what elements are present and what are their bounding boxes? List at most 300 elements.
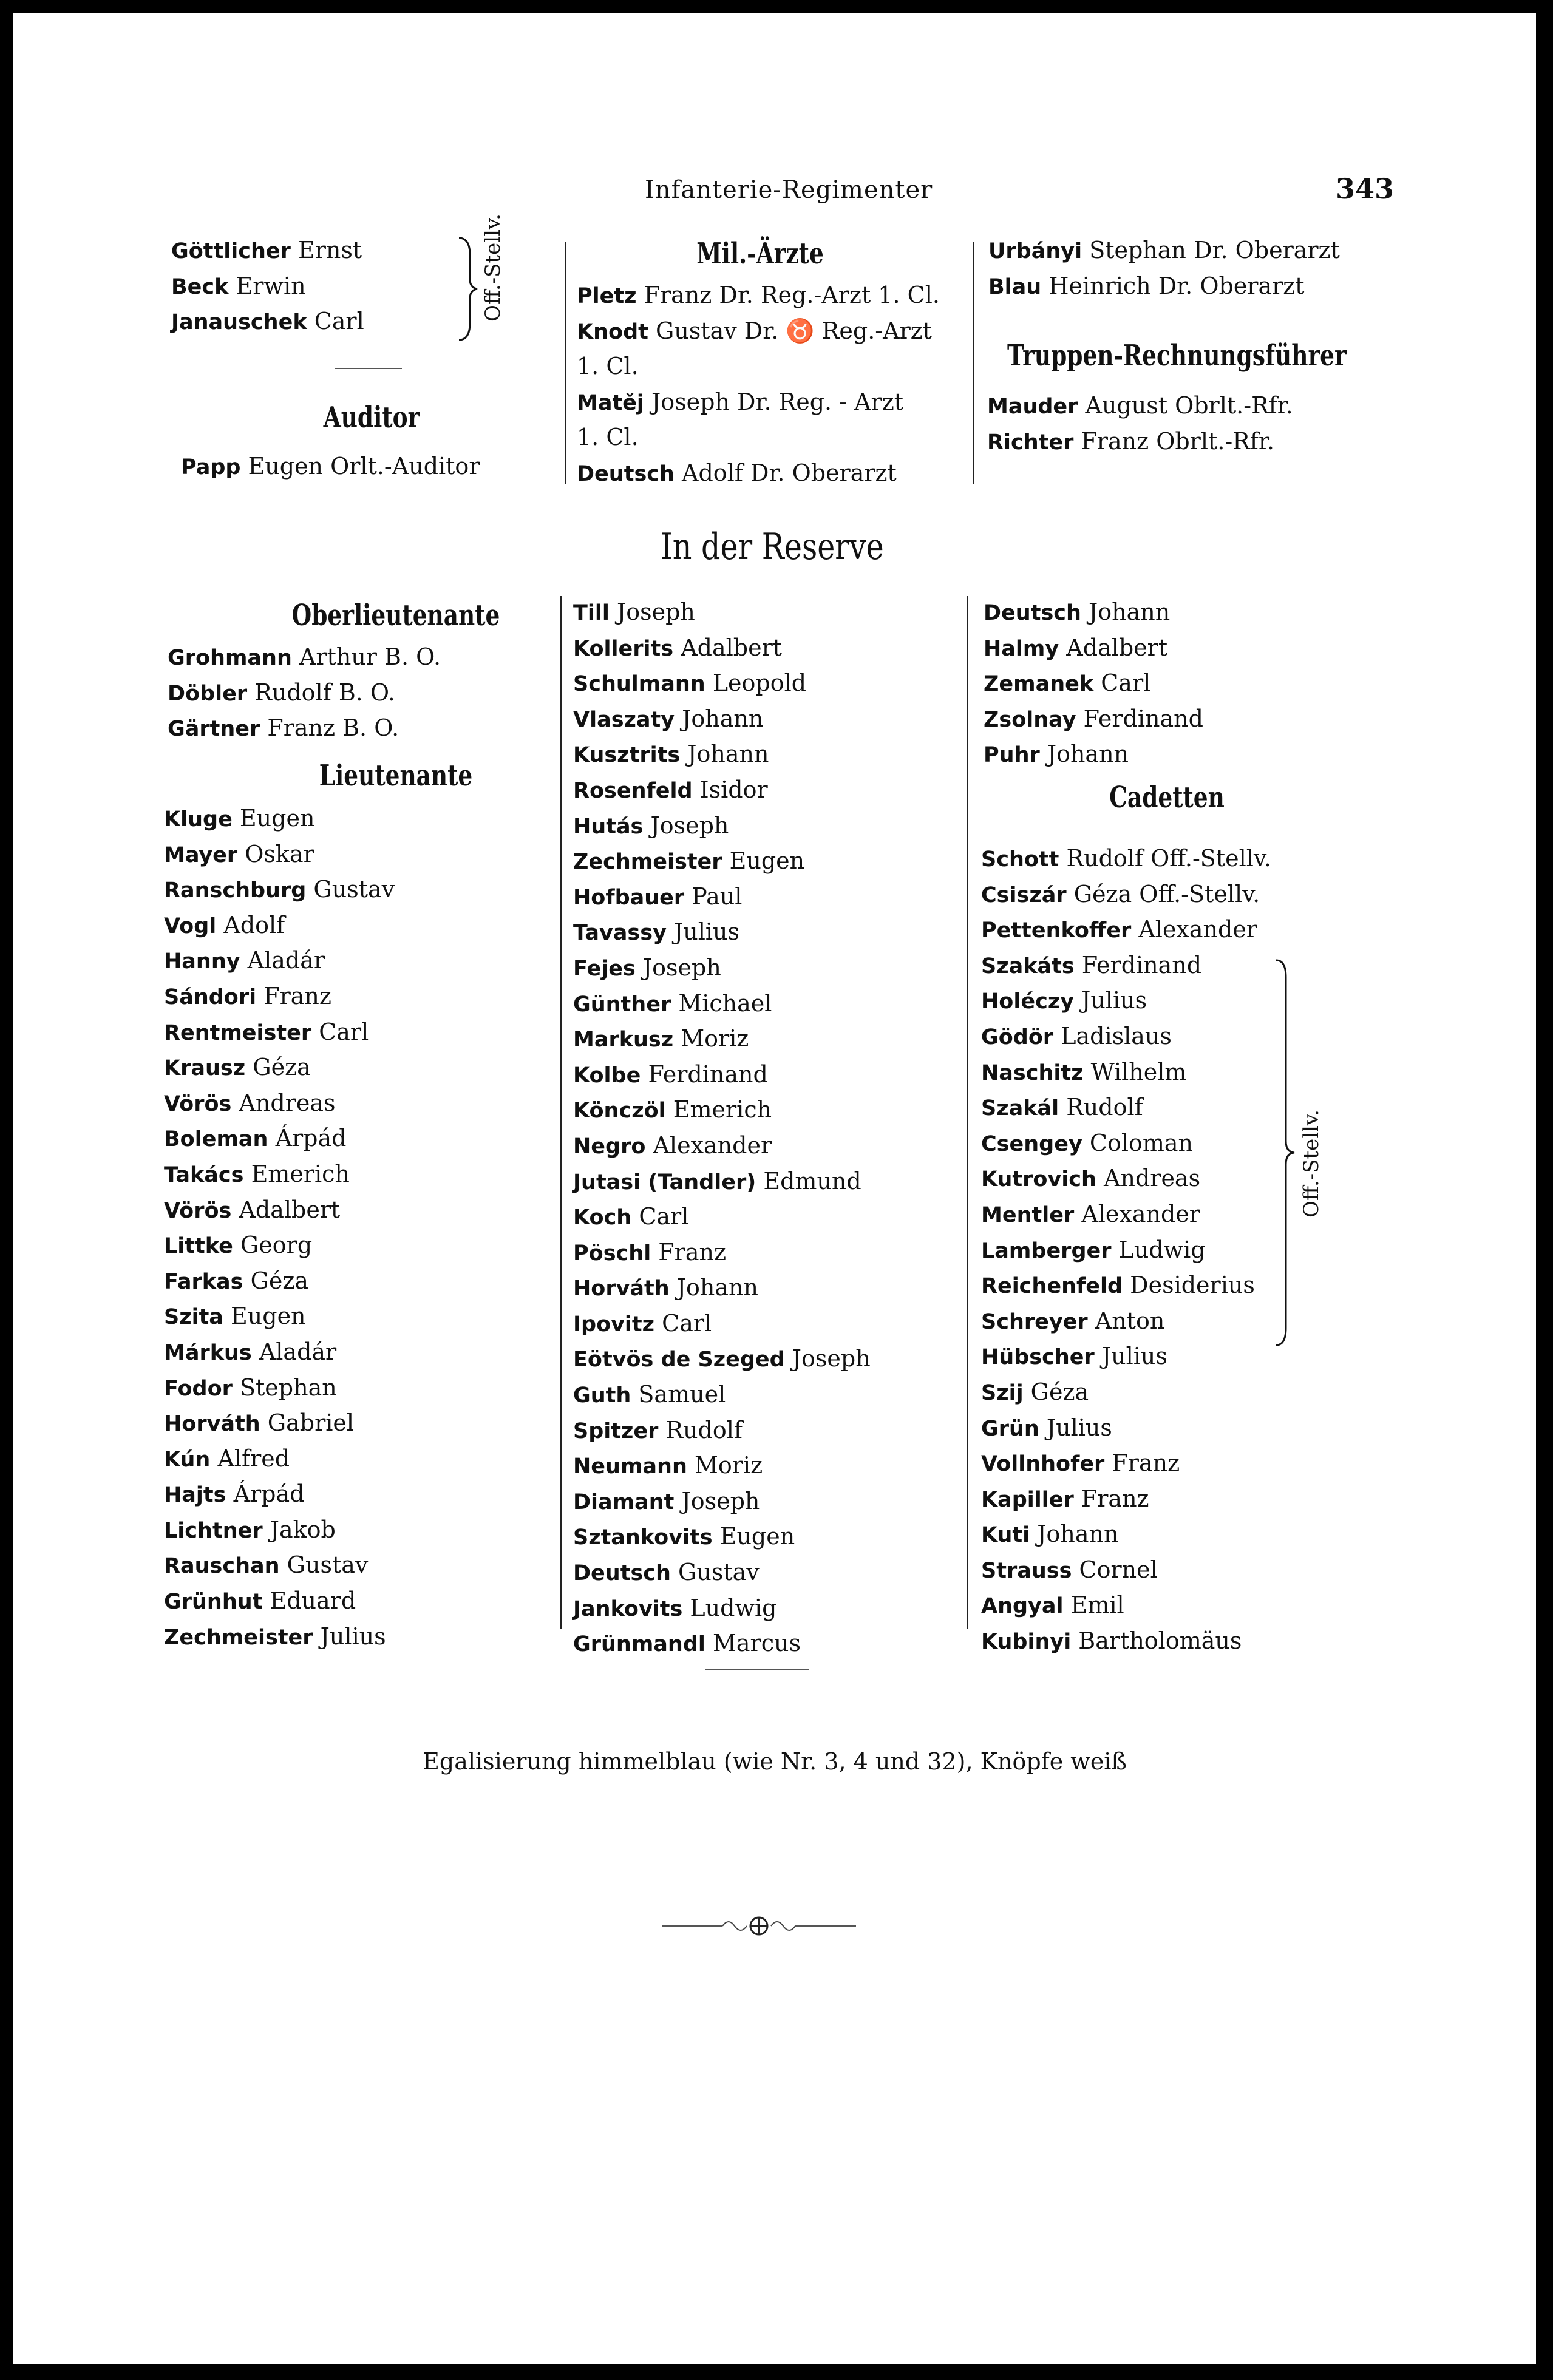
given-name-and-rank: Joseph (616, 598, 695, 625)
given-name-and-rank: Joseph (642, 954, 721, 981)
given-name-and-rank: Edmund (763, 1167, 861, 1195)
surname: Horváth (164, 1412, 260, 1437)
given-name-and-rank: Stephan (240, 1374, 337, 1401)
given-name-and-rank: Jakob (270, 1516, 336, 1543)
surname: Mentler (981, 1202, 1075, 1227)
surname: Vlaszaty (573, 707, 675, 732)
list-item (981, 1588, 1271, 1624)
given-name-and-rank: Johann (1037, 1521, 1119, 1548)
list-item (171, 269, 364, 305)
given-name-and-rank: Johann (1089, 598, 1171, 625)
surname: Angyal (981, 1594, 1064, 1619)
given-name-and-rank: Ferdinand (1081, 951, 1202, 978)
surname: Takács (164, 1162, 244, 1187)
oberlieutenante-list (168, 640, 441, 747)
surname: Zemanek (984, 672, 1094, 697)
auditor-surname: Papp (181, 455, 241, 480)
list-item (168, 711, 441, 747)
list-item (573, 1199, 871, 1235)
list-item (984, 737, 1203, 773)
list-item (981, 1055, 1271, 1091)
surname: Kolbe (573, 1063, 641, 1088)
paper-sheet (13, 13, 1536, 2364)
list-item (573, 737, 871, 773)
given-name-and-rank: Adolf (223, 911, 285, 938)
given-name-and-rank: Joseph (650, 812, 729, 839)
surname: Ipovitz (573, 1312, 655, 1337)
given-name-and-rank: Eugen (719, 1523, 795, 1550)
aerzte-list (577, 278, 940, 492)
given-name-and-rank: Julius (1101, 1343, 1167, 1370)
list-item (164, 1335, 395, 1371)
list-item (577, 385, 940, 421)
list-item (573, 1448, 871, 1484)
given-name-and-rank: Andreas (1104, 1165, 1201, 1192)
surname: Ranschburg (164, 878, 307, 903)
list-item (981, 1233, 1271, 1269)
surname: Spitzer (573, 1419, 659, 1443)
list-item (164, 1157, 395, 1193)
list-item (573, 1626, 871, 1662)
given-name-and-rank: Isidor (699, 776, 768, 803)
list-item (164, 979, 395, 1015)
given-name-and-rank: Leopold (712, 670, 807, 697)
given-name-and-rank: Eugen (729, 847, 805, 875)
surname: Neumann (573, 1454, 687, 1479)
list-item (981, 1553, 1271, 1588)
given-name-and-rank: Árpád (233, 1480, 305, 1508)
list-item (573, 1057, 871, 1093)
list-item (573, 1377, 871, 1413)
given-name-and-rank: Paul (692, 883, 743, 910)
surname: Gärtner (168, 717, 260, 742)
list-item (573, 666, 871, 702)
surname: Mauder (987, 395, 1078, 419)
list-item (981, 1019, 1271, 1055)
given-name-and-rank: Franz (1081, 1485, 1149, 1512)
given-name-and-rank: Franz (1112, 1449, 1180, 1477)
brace-label-off-stellv: Off.-Stellv. (481, 214, 505, 322)
list-item (164, 1121, 395, 1157)
list-item (577, 456, 940, 492)
brace-icon (455, 237, 480, 341)
given-name-and-rank: Wilhelm (1090, 1058, 1187, 1085)
heading-mil-aerzte: Mil.-Ärzte (696, 237, 824, 271)
heading-oberlieutenante: Oberlieutenante (291, 598, 500, 632)
given-name-and-rank: Rudolf (1066, 1094, 1143, 1121)
surname: Tavassy (573, 921, 667, 946)
given-name-and-rank: Marcus (712, 1630, 801, 1657)
given-name-and-rank: Ludwig (1118, 1236, 1206, 1263)
list-item (164, 872, 395, 908)
list-item (573, 844, 871, 880)
surname: Kuti (981, 1523, 1030, 1548)
given-name-and-rank: Heinrich Dr. Oberarzt (1048, 272, 1305, 299)
surname: Grohmann (168, 646, 292, 670)
given-name-and-rank: Adalbert (681, 634, 783, 661)
list-item (164, 1513, 395, 1548)
heading-in-der-reserve: In der Reserve (661, 526, 884, 568)
given-name-and-rank: Anton (1095, 1307, 1165, 1334)
list-item (984, 666, 1203, 702)
surname: Schott (981, 847, 1059, 872)
list-item (573, 986, 871, 1022)
given-name-and-rank: Eugen (231, 1303, 306, 1330)
surname: Fodor (164, 1376, 233, 1401)
list-item (981, 948, 1271, 984)
surname: Szita (164, 1305, 223, 1330)
list-item (577, 349, 940, 385)
given-name-and-rank: Joseph (792, 1345, 871, 1372)
heading-lieutenante: Lieutenante (319, 759, 473, 793)
list-item (573, 1341, 871, 1377)
surname: Boleman (164, 1127, 268, 1152)
surname: Mayer (164, 842, 238, 867)
list-item (573, 1235, 871, 1271)
cadetten-list (981, 841, 1271, 1660)
list-item (981, 1375, 1271, 1411)
surname: Jankovits (573, 1596, 683, 1621)
given-name-and-rank: Franz Dr. Reg.-Arzt 1. Cl. (644, 282, 940, 308)
given-name-and-rank: Arthur B. O. (299, 643, 441, 670)
list-item (573, 1413, 871, 1449)
list-item (573, 773, 871, 809)
surname: Hübscher (981, 1345, 1095, 1370)
given-name-and-rank: Emil (1070, 1592, 1124, 1619)
surname: Zechmeister (164, 1625, 313, 1650)
surname: Urbányi (988, 239, 1082, 263)
list-item (164, 1442, 395, 1477)
list-item (573, 1484, 871, 1520)
given-name-and-rank: Alexander (1081, 1200, 1200, 1227)
surname: Halmy (984, 636, 1059, 661)
given-name-and-rank: Carl (1101, 670, 1151, 697)
given-name-and-rank: Carl (319, 1018, 369, 1045)
given-name-and-rank: Gustav Dr. ♉ Reg.-Arzt (655, 317, 933, 344)
list-item (577, 278, 940, 314)
list-item (981, 1304, 1271, 1340)
list-item (573, 951, 871, 986)
surname: Sándori (164, 985, 257, 1009)
reserve-middle-list (573, 595, 871, 1662)
given-name-and-rank: Ladislaus (1061, 1022, 1172, 1049)
brace-icon (1274, 959, 1298, 1346)
list-item (981, 1411, 1271, 1446)
surname: Szij (981, 1380, 1024, 1405)
surname: Schulmann (573, 672, 705, 697)
list-item (164, 1264, 395, 1300)
given-name-and-rank: Carl (314, 308, 364, 335)
list-item (164, 837, 395, 873)
surname: Zsolnay (984, 707, 1076, 732)
list-item (573, 702, 871, 737)
surname: Pletz (577, 284, 637, 308)
given-name-and-rank: Ferdinand (1083, 705, 1203, 732)
surname: Vörös (164, 1091, 232, 1116)
surname: Jutasi (Tandler) (573, 1170, 756, 1195)
surname: Göttlicher (171, 239, 291, 263)
brace-label-cadetten-off-stellv: Off.-Stellv. (1299, 1110, 1324, 1218)
list-item (981, 1624, 1271, 1660)
list-item (984, 595, 1203, 631)
list-item (981, 983, 1271, 1019)
list-item (984, 702, 1203, 737)
given-name-and-rank: Gustav (287, 1551, 369, 1579)
reserve-right-top-list (984, 595, 1203, 773)
surname: Vörös (164, 1198, 232, 1223)
list-item (577, 314, 940, 350)
given-name-and-rank: Franz (658, 1238, 726, 1266)
list-item (573, 595, 871, 631)
ornament-icon (650, 1911, 868, 1941)
list-item (573, 1555, 871, 1591)
given-name-and-rank: Erwin (236, 272, 306, 299)
given-name-and-rank: Adalbert (1066, 634, 1168, 661)
given-name-and-rank: Carl (639, 1203, 689, 1230)
given-name-and-rank: Géza Off.-Stellv. (1073, 880, 1260, 907)
surname: Hofbauer (573, 885, 685, 910)
given-name-and-rank: Joseph Dr. Reg. - Arzt (651, 388, 904, 415)
given-name-and-rank: Géza (1030, 1378, 1089, 1405)
given-name-and-rank: Julius (320, 1622, 386, 1650)
list-item (573, 1270, 871, 1306)
heading-auditor: Auditor (323, 401, 420, 435)
given-name-and-rank: Johann (687, 741, 769, 768)
column-rule (967, 596, 968, 1629)
given-name-and-rank: August Obrlt.-Rfr. (1085, 392, 1293, 419)
surname: Grünhut (164, 1590, 263, 1615)
list-item (164, 943, 395, 979)
given-name-and-rank: Franz B. O. (267, 714, 399, 742)
surname: Rosenfeld (573, 778, 693, 803)
surname: Markusz (573, 1028, 674, 1053)
surname: Negro (573, 1134, 646, 1159)
list-item (164, 1193, 395, 1229)
surname: Kún (164, 1447, 211, 1472)
auditor-entry (181, 449, 480, 485)
given-name-and-rank: Carl (662, 1309, 712, 1337)
given-name-and-rank: Alexander (1138, 916, 1257, 943)
surname: Gödör (981, 1025, 1054, 1049)
list-item (164, 1371, 395, 1406)
given-name-and-rank: Georg (240, 1232, 313, 1259)
urbanyi-list (988, 233, 1340, 304)
surname: Deutsch (577, 461, 675, 486)
surname: Kubinyi (981, 1630, 1072, 1655)
surname: Sztankovits (573, 1525, 713, 1550)
given-name-and-rank: Gabriel (267, 1409, 355, 1437)
surname: Pöschl (573, 1241, 651, 1266)
surname: Szakál (981, 1096, 1059, 1121)
list-item (987, 424, 1293, 460)
given-name-and-rank: Rudolf (665, 1416, 743, 1443)
list-item (981, 912, 1271, 948)
given-name-and-rank: Michael (678, 989, 772, 1017)
list-item (164, 801, 395, 837)
lieutenante-list (164, 801, 395, 1655)
list-item (988, 233, 1340, 269)
surname: Horváth (573, 1276, 670, 1301)
given-name-and-rank: Andreas (239, 1089, 336, 1116)
given-name-and-rank: Alfred (217, 1445, 290, 1472)
list-item (981, 1126, 1271, 1162)
list-item (981, 1482, 1271, 1517)
given-name-and-rank: 1. Cl. (577, 353, 639, 380)
list-item (573, 1164, 871, 1200)
given-name-and-rank: Coloman (1089, 1129, 1194, 1156)
running-header: Infanterie-Regimenter (645, 176, 933, 204)
given-name-and-rank: Emerich (251, 1160, 350, 1187)
list-item (164, 1050, 395, 1086)
surname: Zechmeister (573, 850, 722, 875)
truppen-list (987, 388, 1293, 459)
list-item (981, 1268, 1271, 1304)
given-name-and-rank: Gustav (313, 876, 395, 903)
surname: Kluge (164, 807, 233, 832)
egalisierung-note: Egalisierung himmelblau (wie Nr. 3, 4 und 32), Knöpfe weiß (423, 1748, 1127, 1775)
surname: Fejes (573, 956, 636, 981)
surname: Pettenkoffer (981, 918, 1132, 943)
given-name-and-rank: Eduard (270, 1587, 356, 1615)
list-item (573, 1306, 871, 1342)
list-item (573, 915, 871, 951)
surname: Vogl (164, 914, 217, 938)
list-item (164, 1548, 395, 1584)
surname: Hajts (164, 1483, 226, 1508)
list-item (171, 304, 364, 340)
list-item (573, 1022, 871, 1057)
given-name-and-rank: Árpád (275, 1125, 347, 1152)
surname: Rauschan (164, 1554, 280, 1579)
list-item (164, 1477, 395, 1513)
list-item (164, 1299, 395, 1335)
list-item (164, 1619, 395, 1655)
surname: Naschitz (981, 1060, 1084, 1085)
given-name-and-rank: Moriz (681, 1025, 749, 1053)
surname: Puhr (984, 743, 1040, 768)
list-item (168, 676, 441, 711)
list-item (981, 1446, 1271, 1482)
given-name-and-rank: Ernst (298, 237, 362, 263)
heading-cadetten: Cadetten (1109, 781, 1225, 815)
surname: Kusztrits (573, 743, 681, 768)
surname: Blau (988, 274, 1042, 299)
given-name-and-rank: Johann (682, 705, 764, 732)
given-name-and-rank: Bartholomäus (1078, 1627, 1242, 1655)
page-number: 343 (1336, 172, 1395, 205)
given-name-and-rank: Gustav (678, 1559, 760, 1586)
list-item (164, 1086, 395, 1122)
surname: Holéczy (981, 989, 1075, 1014)
list-item (164, 1584, 395, 1619)
auditor-rest: Eugen Orlt.-Auditor (248, 453, 480, 480)
given-name-and-rank: Franz (263, 982, 331, 1009)
given-name-and-rank: Johann (1047, 741, 1129, 768)
given-name-and-rank: Géza (253, 1054, 311, 1081)
given-name-and-rank: Joseph (681, 1487, 760, 1514)
surname: Matěj (577, 390, 644, 415)
list-item (164, 1228, 395, 1264)
surname: Krausz (164, 1056, 246, 1081)
list-item (168, 640, 441, 676)
surname: Janauschek (171, 310, 307, 335)
surname: Hutás (573, 814, 644, 839)
surname: Lamberger (981, 1238, 1112, 1263)
list-item (981, 1517, 1271, 1553)
given-name-and-rank: Adalbert (239, 1196, 341, 1223)
surname: Szakáts (981, 954, 1075, 978)
list-item (981, 841, 1271, 877)
surname: Márkus (164, 1340, 252, 1365)
divider (335, 368, 402, 369)
surname: Diamant (573, 1490, 675, 1514)
surname: Kutrovich (981, 1167, 1096, 1192)
given-name-and-rank: Stephan Dr. Oberarzt (1089, 237, 1340, 263)
surname: Beck (171, 274, 229, 299)
column-rule (565, 242, 566, 484)
given-name-and-rank: Samuel (638, 1381, 726, 1408)
given-name-and-rank: Aladár (247, 947, 325, 974)
given-name-and-rank: Julius (1081, 987, 1147, 1014)
surname: Lichtner (164, 1518, 263, 1543)
list-item (981, 1161, 1271, 1197)
list-item (984, 631, 1203, 666)
given-name-and-rank: Johann (676, 1274, 758, 1301)
given-name-and-rank: Adolf Dr. Oberarzt (682, 459, 897, 486)
surname: Vollnhofer (981, 1452, 1105, 1477)
surname: Döbler (168, 681, 248, 706)
list-item (164, 908, 395, 944)
surname: Grün (981, 1416, 1039, 1441)
given-name-and-rank: Franz Obrlt.-Rfr. (1081, 427, 1274, 455)
list-item (573, 809, 871, 844)
surname: Grünmandl (573, 1632, 705, 1657)
list-item (987, 388, 1293, 424)
list-item (573, 1519, 871, 1555)
list-item (573, 1591, 871, 1627)
given-name-and-rank: Desiderius (1130, 1272, 1255, 1299)
off-stellv-list (171, 233, 364, 340)
given-name-and-rank: Rudolf Off.-Stellv. (1066, 845, 1271, 872)
list-item (573, 1128, 871, 1164)
given-name-and-rank: Ludwig (690, 1594, 777, 1621)
list-item (164, 1015, 395, 1051)
given-name-and-rank: Cornel (1079, 1556, 1158, 1583)
given-name-and-rank: Julius (1046, 1414, 1112, 1441)
surname: Csiszár (981, 883, 1067, 907)
surname: Till (573, 601, 610, 625)
given-name-and-rank: Rudolf B. O. (254, 679, 395, 706)
given-name-and-rank: Oskar (245, 840, 314, 867)
given-name-and-rank: Eugen (239, 805, 315, 832)
column-rule (560, 596, 562, 1629)
given-name-and-rank: Alexander (653, 1131, 772, 1159)
surname: Knodt (577, 319, 648, 344)
list-item (981, 1339, 1271, 1375)
surname: Hanny (164, 949, 240, 974)
surname: Strauss (981, 1558, 1072, 1583)
list-item (988, 269, 1340, 305)
given-name-and-rank: Emerich (673, 1096, 772, 1124)
surname: Könczöl (573, 1099, 666, 1124)
list-item (981, 1090, 1271, 1126)
list-item (573, 1093, 871, 1128)
surname: Rentmeister (164, 1020, 312, 1045)
surname: Kapiller (981, 1487, 1074, 1512)
list-item (981, 1197, 1271, 1233)
given-name-and-rank: Julius (674, 918, 739, 946)
surname: Günther (573, 992, 671, 1017)
